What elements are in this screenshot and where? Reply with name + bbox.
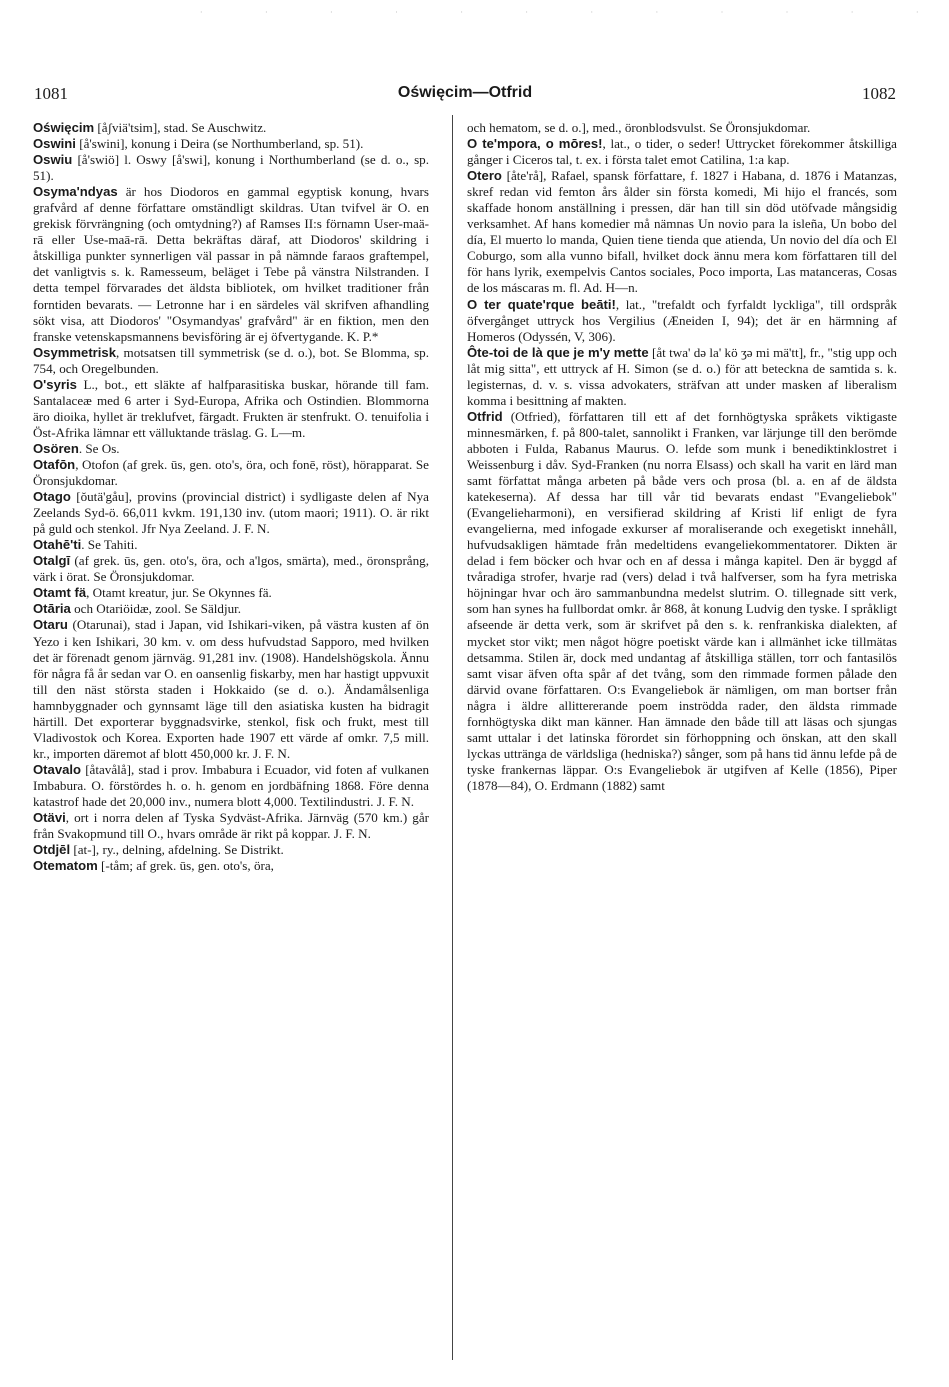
entry-text: är hos Diodoros en gammal egyptisk konung, hvars grafvård af denne författare omständligt skildras. Utan tvifvel är O. en grekisk förvrängning (och omtydning?) af Ramses II:s förnamn User-maä-rā eller Use-maā-rā. Detta bekräftas däraf, att Diodoros' skildring i åtskilliga punkter synnerligen väl passar in på nämnde faraos graftempel, det vanligtvis s. k. Ramesseum, beläget i Tebe på vänstra Nilstranden. I detta tempel förvarades det äldsta bibliotek, om hvilket traditioner från forntiden bevarats. — Letronne har i en särdeles väl skrifven afhandling sökt visa, att Diodoros' "Osymandyas' grafvård" är en fiktion, men den franske vetenskapsmannens bevisföring är ej öfvertygande. K. P.*	[33, 184, 429, 344]
entry-text: [åte'rå], Rafael, spansk författare, f. 1827 i Habana, d. 1876 i Matanzas, skref redan vid femton års ålder sin första komedi, Mi hijo el francés, som skaffade honom anställning i pressen, där han till sin död utöfvade mångsidig verksamhet. Af hans komedier må nämnas Un novio para la isleña, Un bobo del día, El muerto lo manda, Quien tiene tienda que atienda, Un novio del día och El Coburgo, som alla vunno bifall, hvilket dock ännu mera kom författaren till del för hans lyrik, exempelvis Cantos sociales, Poco importa, Las matanceras, Cosas de los máscaras m. fl. Ad. H—n.	[467, 168, 897, 296]
entry-text: , motsatsen till symmetrisk (se d. o.), bot. Se Blomma, sp. 754, och Oregelbunden.	[33, 344, 429, 376]
entry-text: , lat., o tider, o seder! Uttrycket förekommer åtskilliga gånger i Ciceros tal, t. ex. i första talet emot Catilina, 1:a kap.	[467, 136, 897, 168]
dictionary-entry	[33, 762, 429, 810]
entry-text: , Otamt kreatur, jur. Se Okynnes fä.	[86, 585, 272, 601]
entry-headword: Otafōn	[33, 456, 76, 472]
entry-headword: Otematom	[33, 858, 98, 874]
dictionary-entry	[33, 345, 429, 377]
entry-headword: O'syris	[33, 376, 77, 392]
entry-headword: Otdjēl	[33, 842, 71, 858]
entry-headword: Osyma'ndyas	[33, 184, 118, 200]
page-number-left: 1081	[34, 84, 68, 103]
entry-headword: Otago	[33, 489, 71, 505]
entry-text: och hematom, se d. o.], med., öronblodsvulst. Se Öronsjukdomar.	[467, 120, 811, 135]
entry-headword: Oświęcim	[33, 120, 95, 135]
running-title: Oświęcim—Otfrid	[397, 84, 533, 101]
entry-headword: Otaru	[33, 617, 68, 633]
entry-text: [å'swiö] l. Oswy [å'swi], konung i Northumberland (se d. o., sp. 51).	[33, 152, 429, 184]
entry-text: , lat., "trefaldt och fyrfaldt lyckliga", till ordspråk öfvergånget uttryck hos Vergilius (Æneiden I, 94); det är en härmning af Homeros (Odyssén, V, 306).	[467, 296, 897, 344]
dictionary-entry	[467, 297, 897, 345]
left-column	[33, 120, 429, 874]
entry-text: (Otarunai), stad i Japan, vid Ishikari-viken, på västra kusten af ön Yezo i ken Ishikari, 30 km. v. om dess hufvudstad Sapporo, med hvilken det är förenadt genom järnväg. 91,281 inv. (1908). Handelshögskola. Ännu för några få år sedan var O. en oansenlig fiskarby, men har hastigt uppvuxit till den näst största staden i Hokkaido (se d. o.). Ändamålsenliga hamnbyggnader och gynnsamt läge till den asiatiska kusten ha bidragit härtill. Det exporterar byggnadsvirke, stenkol, fisk och frukt, mest till Vladivostok och Korea. Exporten hade 1907 ett värde af omkr. 7,5 mill. kr., importen däremot af blott 450,000 kr. J. F. N.	[33, 617, 429, 761]
entry-text: . Se Os.	[78, 440, 120, 456]
entry-headword: O ter quate'rque beāti!	[467, 296, 616, 312]
dictionary-entry	[33, 585, 429, 601]
dictionary-entry	[33, 152, 429, 184]
dictionary-entry	[33, 810, 429, 842]
entry-headword: Otfrid	[467, 408, 503, 424]
dictionary-entry	[33, 441, 429, 457]
entry-text: L., bot., ett släkte af halfparasitiska buskar, hörande till fam. Santalaceæ med 6 arter i Syd-Europa, Afrika och Ostindien. Blommorna äro dioika, hyllet är treklufvet, färgadt. Frukten är stenfrukt. O. tenuifolia i Öst-Afrika lämnar ett välluktande träslag. G. L—m.	[33, 376, 429, 440]
entry-headword: Osören	[33, 440, 79, 456]
entry-headword: Oswiu	[33, 152, 73, 168]
entry-text: [åtavålå], stad i prov. Imbabura i Ecuador, vid foten af vulkanen Imbabura. O. förstördes h. o. h. genom en jordbäfning 1868. Före denna katastrof hade det 20,000 inv., numera blott 4,000. Textilindustri. J. F. N.	[33, 761, 429, 809]
entry-headword: Otävi	[33, 810, 66, 826]
entry-headword: O te'mpora, o mōres!	[467, 136, 603, 152]
dictionary-entry	[467, 345, 897, 409]
dictionary-entry	[33, 617, 429, 761]
entry-text: och Otariöidæ, zool. Se Säldjur.	[70, 601, 242, 617]
entry-headword: Otahē'ti	[33, 537, 82, 553]
column-divider	[452, 115, 453, 1360]
top-scan-artifacts: · · · · · · · · · · · ·	[200, 8, 949, 17]
dictionary-entry	[33, 601, 429, 617]
dictionary-entry	[467, 120, 897, 136]
dictionary-entry	[467, 136, 897, 168]
entry-text: [åʃviä'tsim], stad. Se Auschwitz.	[94, 120, 267, 135]
dictionary-entry	[33, 184, 429, 344]
entry-headword: Otāria	[33, 601, 71, 617]
entry-headword: Ôte-toi de là que je m'y mette	[467, 344, 649, 360]
entry-text: [åt twa' də la' kö ʒə mi mä'tt], fr., "stig upp och låt mig sitta", ett uttryck af H. Simon (se d. o.) för att beteckna de samtida s. k. legisternas, d. v. s. vissa advokaters, sträfvan att under masken af liberalism komma i besittning af makten.	[467, 344, 897, 408]
page-number-right: 1082	[862, 84, 896, 103]
entry-headword: Otavalo	[33, 761, 82, 777]
entry-text: . Se Tahiti.	[81, 537, 138, 553]
dictionary-entry	[33, 120, 429, 136]
entry-text: [å'swini], konung i Deira (se Northumberland, sp. 51).	[75, 136, 364, 152]
dictionary-entry	[467, 409, 897, 794]
entry-text: [ŏutä'gåu], provins (provincial district) i sydligaste delen af Nya Zeelands Syd-ö. 66,011 kvkm. 191,130 inv. (utom maori; 1911). O. är rikt på guld och stenkol. Jfr Nya Zeeland. J. F. N.	[33, 489, 429, 537]
entry-text: (af grek. ūs, gen. oto's, öra, och a'lgos, smärta), med., öronsprång, värk i örat. Se Öronsjukdomar.	[33, 553, 429, 585]
entry-headword: Oswini	[33, 136, 76, 152]
dictionary-entry	[467, 168, 897, 296]
page-header	[34, 84, 896, 108]
entry-headword: Otamt fä	[33, 585, 87, 601]
dictionary-entry	[33, 858, 429, 874]
entry-text: , Otofon (af grek. ūs, gen. oto's, öra, och fonē, röst), hörapparat. Se Öronsjukdomar.	[33, 456, 429, 489]
dictionary-entry	[33, 489, 429, 537]
entry-headword: Osymmetrisk	[33, 344, 116, 360]
dictionary-entry	[33, 537, 429, 553]
dictionary-entry	[33, 136, 429, 152]
dictionary-entry	[33, 553, 429, 585]
entry-text: [-tåm; af grek. ūs, gen. oto's, öra,	[97, 858, 274, 874]
entry-text: [at-], ry., delning, afdelning. Se Distrikt.	[70, 842, 284, 858]
entry-headword: Otero	[467, 168, 502, 184]
right-column	[467, 120, 897, 794]
entry-text: , ort i norra delen af Tyska Sydväst-Afrika. Järnväg (570 km.) går från Svakopmund till O., hvars område är rikt på koppar. J. F. N.	[33, 810, 429, 842]
dictionary-entry	[33, 377, 429, 441]
dictionary-entry	[33, 842, 429, 858]
entry-headword: Otalgī	[33, 553, 71, 569]
dictionary-entry	[33, 457, 429, 489]
entry-text: (Otfried), författaren till ett af det fornhögtyska språkets viktigaste minnesmärken, f. på 800-talet, sannolikt i Franken, var lärjunge till den berömde abboten i Fulda, Rabanus Maurus. O. lefde som munk i benediktinklostret i Weissenburg i dåv. Syd-Franken (nu norra Elsass) och skall ha varit en lärd man samt författat många arbeten på både vers och prosa (bl. a. en af de äldsta katekeserna). Af dessa har till vår tid bevarats endast "Evangeliebok" (Evangelieharmoni), en versifierad skildring af Kristi lif enligt de fyra evangelierna, med infogade exkurser af moraliserande och exegetiskt innehåll, hufvudsakligen hämtade från medeltidens evangeliekommentatorer. Dikten är delad i fem böcker och hvar och en af dessa i många kapitel. Den är byggd af tvåradiga strofer, hvarje rad (vers) delad i två halfverser, som ha fyra metriska höjningar hvar och äro sammanbundna medelst slutrim. O. tillegnade sitt verk, som han synes ha fullbordat omkr. år 868, åt konung Ludvig den tyske. I språkligt afseende är detta verk, som är skrifvet på den s. k. renfrankiska dialekten, af mycket stor vikt; men något högre poetiskt värde kan i allmänhet icke tillmätas detsamma. Stilen är, dock med undantag af åtskilliga ställen, torr och fantasilös samt visar äfven ofta spår af det tvång, som den rimmade formen pålade den därvid ovane författaren. O:s Evangeliebok är nämligen, om man bortser från några i äldre allittererande poem inströdda rader, den äldsta rimmade fornhögtyska dikt man känner. Han ämnade den både till att läsas och sjungas samt uttalar i det latinska förordet sin förhoppning och önskan, att den skall lyckas uttränga de världsliga (hedniska?) sånger, som på hans tid ännu lefde på de tyske frankernas läppar. O:s Evangeliebok är utgifven af Kelle (1856), Piper (1878—84), O. Erdmann (1882) samt	[467, 408, 897, 793]
